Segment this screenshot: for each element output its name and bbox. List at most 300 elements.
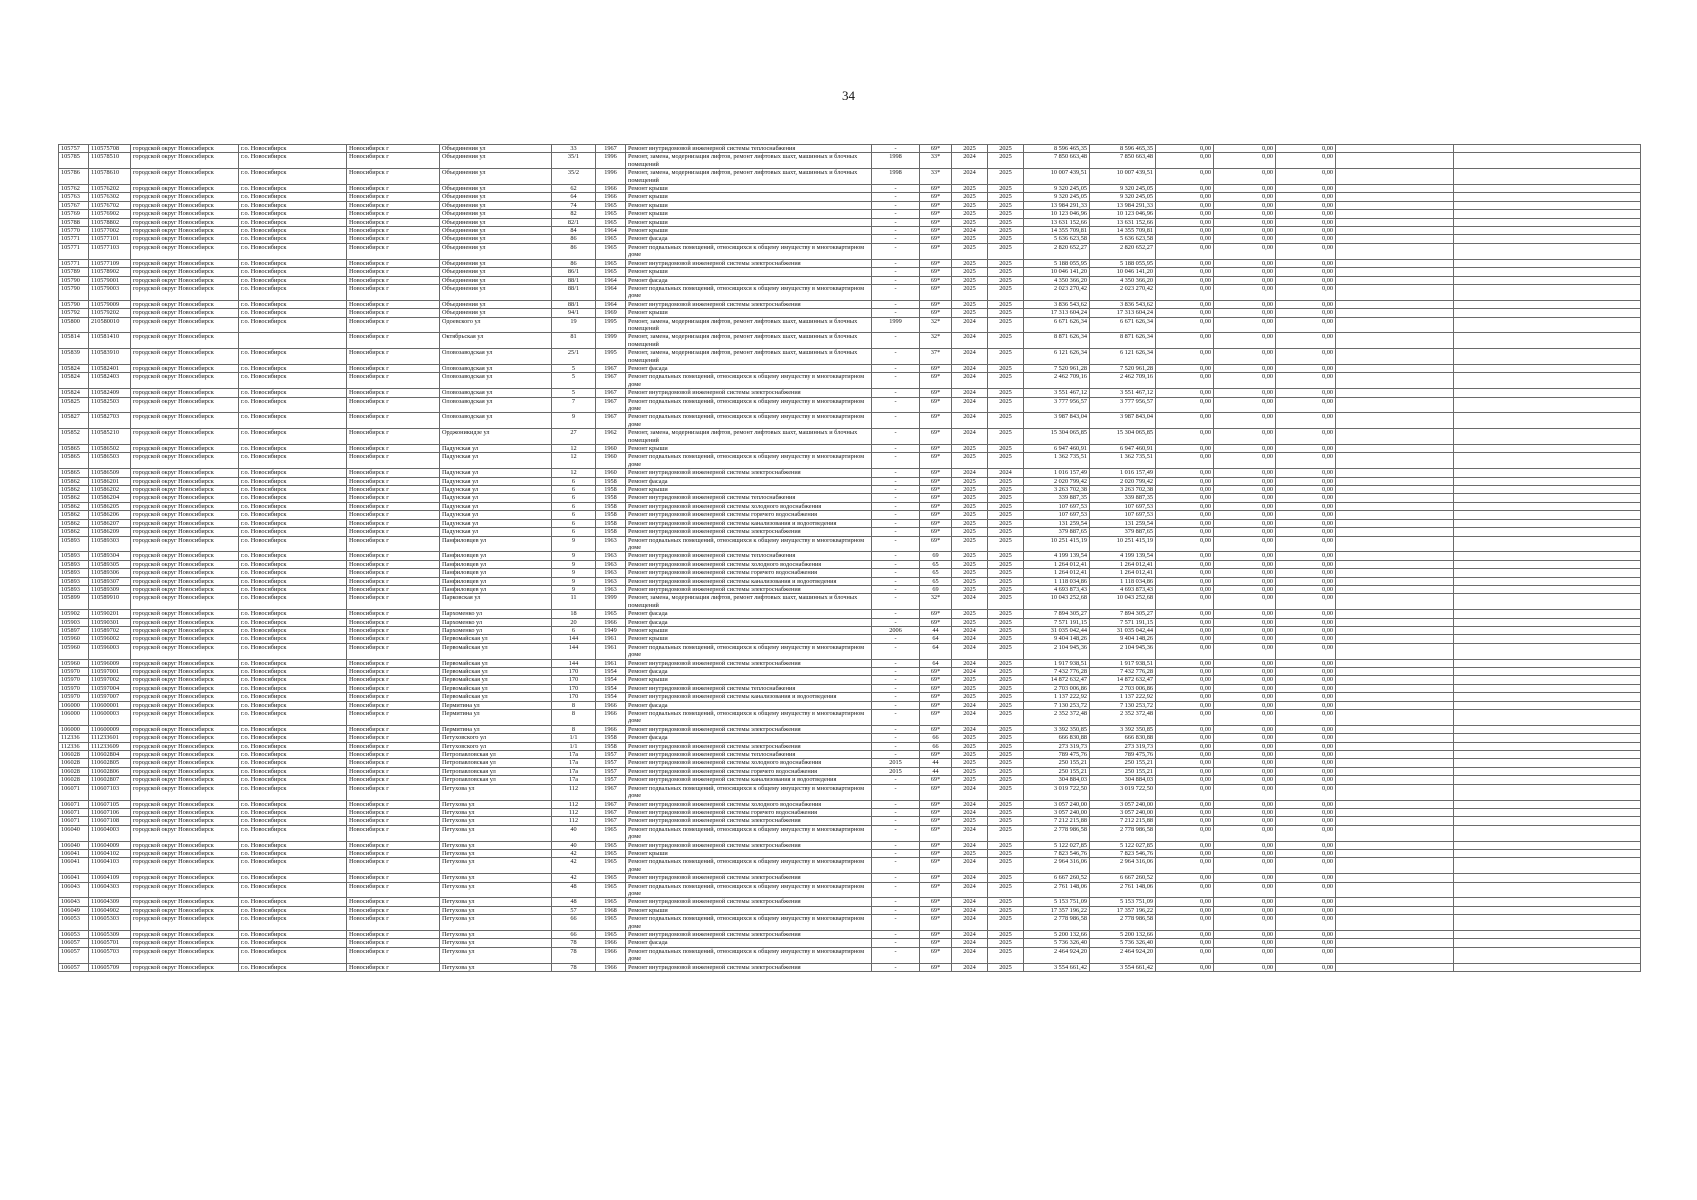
cell-last-repair-year: - bbox=[872, 947, 920, 963]
cell-extra-column-1 bbox=[1336, 389, 1454, 397]
table-row bbox=[59, 693, 1641, 701]
cell-local-cost: 0,00 bbox=[1276, 235, 1336, 243]
table-row bbox=[59, 218, 1641, 226]
cell-regional-cost: 0,00 bbox=[1214, 668, 1276, 676]
cell-build-year: 1967 bbox=[596, 389, 626, 397]
cell-regional-cost: 0,00 bbox=[1214, 494, 1276, 502]
cell-extra-column-2 bbox=[1454, 931, 1641, 939]
cell-extra-column-2 bbox=[1454, 693, 1641, 701]
cell-wear-percent: 69* bbox=[920, 898, 952, 906]
cell-district: г.о. Новосибирск bbox=[239, 364, 347, 372]
cell-local-cost: 0,00 bbox=[1276, 494, 1336, 502]
cell-district: г.о. Новосибирск bbox=[239, 825, 347, 841]
cell-locality: Новосибирск г bbox=[347, 817, 440, 825]
cell-plan-end-year: 2025 bbox=[988, 577, 1024, 585]
cell-local-cost: 0,00 bbox=[1276, 577, 1336, 585]
cell-work-type: Ремонт подвальных помещений, относящихся к общему имуществу в многоквартирном доме bbox=[626, 947, 872, 963]
cell-federal-cost: 0,00 bbox=[1156, 153, 1214, 169]
cell-plan-start-year: 2024 bbox=[952, 906, 988, 914]
cell-extra-column-1 bbox=[1336, 227, 1454, 235]
cell-total-cost: 131 259,54 bbox=[1024, 519, 1090, 527]
cell-extra-column-2 bbox=[1454, 519, 1641, 527]
cell-federal-cost: 0,00 bbox=[1156, 284, 1214, 300]
cell-house-id: 106071 bbox=[59, 808, 89, 816]
cell-work-type: Ремонт подвальных помещений, относящихся к общему имуществу в многоквартирном доме bbox=[626, 858, 872, 874]
cell-last-repair-year: - bbox=[872, 808, 920, 816]
cell-extra-column-1 bbox=[1336, 477, 1454, 485]
cell-extra-column-2 bbox=[1454, 915, 1641, 931]
cell-total-cost: 5 188 055,95 bbox=[1024, 259, 1090, 267]
cell-house-number: 86/1 bbox=[552, 268, 596, 276]
cell-fund-cost: 2 703 006,86 bbox=[1090, 684, 1156, 692]
cell-record-id: 110589307 bbox=[89, 577, 131, 585]
cell-build-year: 1966 bbox=[596, 725, 626, 733]
cell-fund-cost: 250 155,21 bbox=[1090, 767, 1156, 775]
cell-street: Объединения ул bbox=[440, 268, 552, 276]
cell-last-repair-year: - bbox=[872, 742, 920, 750]
cell-work-type: Ремонт внутридомовой инженерной системы горячего водоснабжения bbox=[626, 767, 872, 775]
table-row bbox=[59, 511, 1641, 519]
table-row bbox=[59, 808, 1641, 816]
cell-local-cost: 0,00 bbox=[1276, 397, 1336, 413]
cell-district: г.о. Новосибирск bbox=[239, 218, 347, 226]
cell-street: Первомайская ул bbox=[440, 668, 552, 676]
cell-street: Петуховского ул bbox=[440, 734, 552, 742]
cell-house-number: 144 bbox=[552, 643, 596, 659]
cell-federal-cost: 0,00 bbox=[1156, 560, 1214, 568]
cell-plan-start-year: 2025 bbox=[952, 742, 988, 750]
cell-work-type: Ремонт крыши bbox=[626, 906, 872, 914]
cell-work-type: Ремонт внутридомовой инженерной системы горячего водоснабжения bbox=[626, 569, 872, 577]
cell-last-repair-year: - bbox=[872, 413, 920, 429]
cell-wear-percent: 66 bbox=[920, 742, 952, 750]
cell-work-type: Ремонт внутридомовой инженерной системы канализования и водоотведения bbox=[626, 519, 872, 527]
cell-local-cost: 0,00 bbox=[1276, 569, 1336, 577]
cell-house-id: 105970 bbox=[59, 668, 89, 676]
cell-municipality: городской округ Новосибирск bbox=[131, 882, 239, 898]
cell-district: г.о. Новосибирск bbox=[239, 519, 347, 527]
cell-house-id: 105786 bbox=[59, 169, 89, 185]
cell-municipality: городской округ Новосибирск bbox=[131, 841, 239, 849]
cell-house-id: 105899 bbox=[59, 594, 89, 610]
cell-total-cost: 2 104 945,36 bbox=[1024, 643, 1090, 659]
cell-record-id: 110575708 bbox=[89, 145, 131, 153]
cell-extra-column-1 bbox=[1336, 849, 1454, 857]
cell-extra-column-1 bbox=[1336, 742, 1454, 750]
cell-local-cost: 0,00 bbox=[1276, 309, 1336, 317]
cell-last-repair-year: - bbox=[872, 389, 920, 397]
cell-local-cost: 0,00 bbox=[1276, 477, 1336, 485]
cell-plan-end-year: 2025 bbox=[988, 684, 1024, 692]
cell-house-id: 105862 bbox=[59, 486, 89, 494]
cell-regional-cost: 0,00 bbox=[1214, 268, 1276, 276]
cell-federal-cost: 0,00 bbox=[1156, 594, 1214, 610]
cell-federal-cost: 0,00 bbox=[1156, 808, 1214, 816]
cell-total-cost: 2 703 006,86 bbox=[1024, 684, 1090, 692]
cell-total-cost: 31 035 042,44 bbox=[1024, 626, 1090, 634]
cell-federal-cost: 0,00 bbox=[1156, 963, 1214, 971]
cell-total-cost: 2 761 148,06 bbox=[1024, 882, 1090, 898]
cell-locality: Новосибирск г bbox=[347, 235, 440, 243]
cell-record-id: 110596009 bbox=[89, 659, 131, 667]
cell-locality: Новосибирск г bbox=[347, 577, 440, 585]
cell-locality: Новосибирск г bbox=[347, 276, 440, 284]
cell-house-number: 6 bbox=[552, 519, 596, 527]
cell-wear-percent: 69* bbox=[920, 841, 952, 849]
cell-district: г.о. Новосибирск bbox=[239, 817, 347, 825]
cell-fund-cost: 9 404 148,26 bbox=[1090, 635, 1156, 643]
cell-house-id: 106057 bbox=[59, 947, 89, 963]
table-row bbox=[59, 349, 1641, 365]
cell-build-year: 1958 bbox=[596, 519, 626, 527]
cell-wear-percent: 69* bbox=[920, 218, 952, 226]
cell-record-id: 110596003 bbox=[89, 643, 131, 659]
cell-last-repair-year: - bbox=[872, 915, 920, 931]
cell-build-year: 1954 bbox=[596, 684, 626, 692]
cell-plan-start-year: 2025 bbox=[952, 453, 988, 469]
cell-fund-cost: 7 823 546,76 bbox=[1090, 849, 1156, 857]
cell-locality: Новосибирск г bbox=[347, 268, 440, 276]
cell-house-id: 106028 bbox=[59, 776, 89, 784]
cell-municipality: городской округ Новосибирск bbox=[131, 626, 239, 634]
cell-plan-start-year: 2025 bbox=[952, 235, 988, 243]
cell-municipality: городской округ Новосибирск bbox=[131, 701, 239, 709]
cell-extra-column-1 bbox=[1336, 235, 1454, 243]
cell-last-repair-year: 1999 bbox=[872, 317, 920, 333]
cell-wear-percent: 69* bbox=[920, 784, 952, 800]
cell-record-id: 110578902 bbox=[89, 268, 131, 276]
cell-work-type: Ремонт внутридомовой инженерной системы электроснабжения bbox=[626, 874, 872, 882]
cell-plan-start-year: 2025 bbox=[952, 284, 988, 300]
cell-work-type: Ремонт, замена, модернизация лифтов, ремонт лифтовых шахт, машинных и блочных помещений bbox=[626, 317, 872, 333]
table-row bbox=[59, 915, 1641, 931]
cell-build-year: 1967 bbox=[596, 808, 626, 816]
cell-locality: Новосибирск г bbox=[347, 259, 440, 267]
cell-house-number: 86 bbox=[552, 259, 596, 267]
cell-district: г.о. Новосибирск bbox=[239, 635, 347, 643]
cell-last-repair-year: - bbox=[872, 268, 920, 276]
cell-extra-column-1 bbox=[1336, 825, 1454, 841]
cell-municipality: городской округ Новосибирск bbox=[131, 963, 239, 971]
cell-local-cost: 0,00 bbox=[1276, 947, 1336, 963]
cell-local-cost: 0,00 bbox=[1276, 145, 1336, 153]
cell-extra-column-1 bbox=[1336, 397, 1454, 413]
cell-wear-percent: 69* bbox=[920, 528, 952, 536]
cell-house-id: 105763 bbox=[59, 193, 89, 201]
cell-street: Петухова ул bbox=[440, 882, 552, 898]
cell-last-repair-year: 1998 bbox=[872, 169, 920, 185]
table-row bbox=[59, 668, 1641, 676]
cell-plan-end-year: 2025 bbox=[988, 594, 1024, 610]
cell-wear-percent: 65 bbox=[920, 569, 952, 577]
cell-wear-percent: 69* bbox=[920, 915, 952, 931]
cell-last-repair-year: - bbox=[872, 585, 920, 593]
cell-plan-end-year: 2025 bbox=[988, 243, 1024, 259]
cell-local-cost: 0,00 bbox=[1276, 874, 1336, 882]
cell-extra-column-2 bbox=[1454, 429, 1641, 445]
cell-fund-cost: 2 778 986,58 bbox=[1090, 915, 1156, 931]
cell-fund-cost: 7 520 961,28 bbox=[1090, 364, 1156, 372]
cell-build-year: 1966 bbox=[596, 947, 626, 963]
cell-build-year: 1965 bbox=[596, 882, 626, 898]
cell-work-type: Ремонт внутридомовой инженерной системы теплоснабжения bbox=[626, 751, 872, 759]
cell-local-cost: 0,00 bbox=[1276, 931, 1336, 939]
cell-locality: Новосибирск г bbox=[347, 333, 440, 349]
cell-build-year: 1964 bbox=[596, 276, 626, 284]
cell-work-type: Ремонт внутридомовой инженерной системы канализования и водоотведения bbox=[626, 577, 872, 585]
cell-work-type: Ремонт крыши bbox=[626, 201, 872, 209]
table-row bbox=[59, 947, 1641, 963]
cell-local-cost: 0,00 bbox=[1276, 939, 1336, 947]
cell-extra-column-1 bbox=[1336, 874, 1454, 882]
cell-federal-cost: 0,00 bbox=[1156, 469, 1214, 477]
cell-plan-start-year: 2024 bbox=[952, 373, 988, 389]
cell-federal-cost: 0,00 bbox=[1156, 429, 1214, 445]
cell-last-repair-year: - bbox=[872, 397, 920, 413]
cell-house-id: 105862 bbox=[59, 528, 89, 536]
cell-locality: Новосибирск г bbox=[347, 659, 440, 667]
cell-total-cost: 6 667 260,52 bbox=[1024, 874, 1090, 882]
cell-plan-start-year: 2025 bbox=[952, 528, 988, 536]
cell-local-cost: 0,00 bbox=[1276, 373, 1336, 389]
cell-last-repair-year: - bbox=[872, 594, 920, 610]
cell-extra-column-1 bbox=[1336, 429, 1454, 445]
cell-build-year: 1966 bbox=[596, 701, 626, 709]
cell-district: г.о. Новосибирск bbox=[239, 577, 347, 585]
cell-house-id: 106041 bbox=[59, 849, 89, 857]
cell-house-id: 105771 bbox=[59, 259, 89, 267]
cell-total-cost: 4 693 873,43 bbox=[1024, 585, 1090, 593]
cell-extra-column-2 bbox=[1454, 643, 1641, 659]
cell-house-number: 66 bbox=[552, 915, 596, 931]
cell-wear-percent: 69* bbox=[920, 536, 952, 552]
cell-wear-percent: 69* bbox=[920, 947, 952, 963]
cell-wear-percent: 69* bbox=[920, 276, 952, 284]
cell-total-cost: 6 121 626,34 bbox=[1024, 349, 1090, 365]
cell-last-repair-year: - bbox=[872, 477, 920, 485]
cell-street: Объединения ул bbox=[440, 227, 552, 235]
cell-record-id: 110589306 bbox=[89, 569, 131, 577]
cell-municipality: городской округ Новосибирск bbox=[131, 268, 239, 276]
cell-house-number: 40 bbox=[552, 841, 596, 849]
cell-total-cost: 304 884,03 bbox=[1024, 776, 1090, 784]
cell-street: Падунская ул bbox=[440, 494, 552, 502]
cell-municipality: городской округ Новосибирск bbox=[131, 858, 239, 874]
cell-extra-column-1 bbox=[1336, 725, 1454, 733]
cell-federal-cost: 0,00 bbox=[1156, 276, 1214, 284]
cell-house-number: 9 bbox=[552, 552, 596, 560]
cell-build-year: 1958 bbox=[596, 511, 626, 519]
cell-locality: Новосибирск г bbox=[347, 502, 440, 510]
cell-regional-cost: 0,00 bbox=[1214, 243, 1276, 259]
cell-house-id: 106041 bbox=[59, 874, 89, 882]
cell-build-year: 1964 bbox=[596, 284, 626, 300]
cell-plan-end-year: 2025 bbox=[988, 569, 1024, 577]
cell-build-year: 1967 bbox=[596, 364, 626, 372]
cell-plan-start-year: 2025 bbox=[952, 201, 988, 209]
cell-house-number: 6 bbox=[552, 626, 596, 634]
cell-district: г.о. Новосибирск bbox=[239, 742, 347, 750]
cell-house-id: 105893 bbox=[59, 536, 89, 552]
cell-federal-cost: 0,00 bbox=[1156, 635, 1214, 643]
cell-house-number: 18 bbox=[552, 610, 596, 618]
cell-plan-start-year: 2024 bbox=[952, 643, 988, 659]
cell-street: Пермитина ул bbox=[440, 710, 552, 726]
cell-work-type: Ремонт внутридомовой инженерной системы холодного водоснабжения bbox=[626, 560, 872, 568]
cell-extra-column-2 bbox=[1454, 185, 1641, 193]
cell-federal-cost: 0,00 bbox=[1156, 413, 1214, 429]
cell-house-id: 105893 bbox=[59, 569, 89, 577]
cell-regional-cost: 0,00 bbox=[1214, 153, 1276, 169]
table-row bbox=[59, 333, 1641, 349]
cell-regional-cost: 0,00 bbox=[1214, 317, 1276, 333]
cell-wear-percent: 37* bbox=[920, 349, 952, 365]
cell-extra-column-2 bbox=[1454, 882, 1641, 898]
cell-house-id: 105893 bbox=[59, 577, 89, 585]
cell-record-id: 110589305 bbox=[89, 560, 131, 568]
cell-municipality: городской округ Новосибирск bbox=[131, 201, 239, 209]
cell-record-id: 110586207 bbox=[89, 519, 131, 527]
cell-federal-cost: 0,00 bbox=[1156, 445, 1214, 453]
cell-total-cost: 3 554 661,42 bbox=[1024, 963, 1090, 971]
cell-fund-cost: 5 122 027,85 bbox=[1090, 841, 1156, 849]
cell-extra-column-1 bbox=[1336, 906, 1454, 914]
cell-locality: Новосибирск г bbox=[347, 668, 440, 676]
cell-record-id: 110577002 bbox=[89, 227, 131, 235]
cell-street: Петухова ул bbox=[440, 939, 552, 947]
cell-street: Первомайская ул bbox=[440, 693, 552, 701]
cell-fund-cost: 2 352 372,48 bbox=[1090, 710, 1156, 726]
cell-total-cost: 5 122 027,85 bbox=[1024, 841, 1090, 849]
cell-street: Петухова ул bbox=[440, 817, 552, 825]
cell-work-type: Ремонт фасада bbox=[626, 276, 872, 284]
cell-extra-column-1 bbox=[1336, 594, 1454, 610]
cell-extra-column-1 bbox=[1336, 453, 1454, 469]
cell-local-cost: 0,00 bbox=[1276, 742, 1336, 750]
cell-build-year: 1961 bbox=[596, 659, 626, 667]
cell-extra-column-2 bbox=[1454, 725, 1641, 733]
cell-street: Объединения ул bbox=[440, 185, 552, 193]
cell-fund-cost: 3 551 467,12 bbox=[1090, 389, 1156, 397]
cell-locality: Новосибирск г bbox=[347, 494, 440, 502]
cell-work-type: Ремонт, замена, модернизация лифтов, ремонт лифтовых шахт, машинных и блочных помещений bbox=[626, 333, 872, 349]
cell-fund-cost: 1 137 222,92 bbox=[1090, 693, 1156, 701]
cell-locality: Новосибирск г bbox=[347, 349, 440, 365]
cell-plan-end-year: 2024 bbox=[988, 469, 1024, 477]
cell-extra-column-2 bbox=[1454, 552, 1641, 560]
cell-build-year: 1965 bbox=[596, 610, 626, 618]
cell-fund-cost: 1 264 012,41 bbox=[1090, 569, 1156, 577]
cell-district: г.о. Новосибирск bbox=[239, 373, 347, 389]
cell-local-cost: 0,00 bbox=[1276, 429, 1336, 445]
cell-wear-percent: 69* bbox=[920, 486, 952, 494]
cell-extra-column-1 bbox=[1336, 668, 1454, 676]
cell-house-id: 105770 bbox=[59, 227, 89, 235]
cell-street: Октябрьская ул bbox=[440, 333, 552, 349]
table-row bbox=[59, 453, 1641, 469]
cell-regional-cost: 0,00 bbox=[1214, 898, 1276, 906]
cell-district: г.о. Новосибирск bbox=[239, 898, 347, 906]
cell-plan-start-year: 2025 bbox=[952, 684, 988, 692]
cell-fund-cost: 7 850 663,48 bbox=[1090, 153, 1156, 169]
cell-house-id: 105893 bbox=[59, 552, 89, 560]
cell-extra-column-1 bbox=[1336, 243, 1454, 259]
cell-build-year: 1957 bbox=[596, 759, 626, 767]
cell-street: Панфиловцев ул bbox=[440, 536, 552, 552]
cell-work-type: Ремонт подвальных помещений, относящихся к общему имуществу в многоквартирном доме bbox=[626, 643, 872, 659]
cell-municipality: городской округ Новосибирск bbox=[131, 784, 239, 800]
cell-fund-cost: 2 964 316,06 bbox=[1090, 858, 1156, 874]
cell-extra-column-1 bbox=[1336, 494, 1454, 502]
cell-last-repair-year: - bbox=[872, 185, 920, 193]
cell-street: Объединения ул bbox=[440, 193, 552, 201]
cell-last-repair-year: - bbox=[872, 963, 920, 971]
cell-plan-start-year: 2024 bbox=[952, 397, 988, 413]
cell-plan-end-year: 2025 bbox=[988, 153, 1024, 169]
cell-plan-end-year: 2025 bbox=[988, 227, 1024, 235]
cell-house-number: 112 bbox=[552, 808, 596, 816]
cell-federal-cost: 0,00 bbox=[1156, 849, 1214, 857]
cell-build-year: 1954 bbox=[596, 676, 626, 684]
cell-record-id: 110576302 bbox=[89, 193, 131, 201]
cell-plan-start-year: 2024 bbox=[952, 659, 988, 667]
cell-last-repair-year: - bbox=[872, 309, 920, 317]
cell-plan-start-year: 2025 bbox=[952, 309, 988, 317]
cell-plan-end-year: 2025 bbox=[988, 882, 1024, 898]
cell-street: Оловозаводская ул bbox=[440, 389, 552, 397]
cell-wear-percent: 69* bbox=[920, 201, 952, 209]
cell-federal-cost: 0,00 bbox=[1156, 734, 1214, 742]
cell-local-cost: 0,00 bbox=[1276, 317, 1336, 333]
cell-wear-percent: 69* bbox=[920, 268, 952, 276]
cell-total-cost: 14 872 632,47 bbox=[1024, 676, 1090, 684]
cell-locality: Новосибирск г bbox=[347, 825, 440, 841]
cell-house-id: 105893 bbox=[59, 585, 89, 593]
cell-plan-end-year: 2025 bbox=[988, 169, 1024, 185]
cell-local-cost: 0,00 bbox=[1276, 445, 1336, 453]
cell-record-id: 110604003 bbox=[89, 825, 131, 841]
cell-district bbox=[239, 333, 347, 349]
cell-house-number: 42 bbox=[552, 849, 596, 857]
cell-house-number: 1/1 bbox=[552, 734, 596, 742]
cell-street: Петухова ул bbox=[440, 849, 552, 857]
cell-plan-start-year: 2025 bbox=[952, 569, 988, 577]
cell-plan-start-year: 2025 bbox=[952, 218, 988, 226]
cell-wear-percent: 69* bbox=[920, 710, 952, 726]
cell-locality: Новосибирск г bbox=[347, 218, 440, 226]
cell-district: г.о. Новосибирск bbox=[239, 759, 347, 767]
cell-municipality: городской округ Новосибирск bbox=[131, 684, 239, 692]
cell-extra-column-1 bbox=[1336, 710, 1454, 726]
cell-house-id: 105862 bbox=[59, 477, 89, 485]
cell-district: г.о. Новосибирск bbox=[239, 915, 347, 931]
cell-locality: Новосибирск г bbox=[347, 201, 440, 209]
cell-wear-percent: 64 bbox=[920, 635, 952, 643]
cell-work-type: Ремонт фасада bbox=[626, 668, 872, 676]
cell-wear-percent: 69* bbox=[920, 825, 952, 841]
cell-work-type: Ремонт крыши bbox=[626, 185, 872, 193]
cell-plan-end-year: 2025 bbox=[988, 210, 1024, 218]
cell-district: г.о. Новосибирск bbox=[239, 610, 347, 618]
cell-total-cost: 3 263 702,38 bbox=[1024, 486, 1090, 494]
cell-plan-end-year: 2025 bbox=[988, 284, 1024, 300]
table-row bbox=[59, 849, 1641, 857]
cell-street: Объединения ул bbox=[440, 169, 552, 185]
cell-record-id: 110576202 bbox=[89, 185, 131, 193]
cell-federal-cost: 0,00 bbox=[1156, 227, 1214, 235]
cell-street: Объединения ул bbox=[440, 201, 552, 209]
cell-fund-cost: 2 462 709,16 bbox=[1090, 373, 1156, 389]
